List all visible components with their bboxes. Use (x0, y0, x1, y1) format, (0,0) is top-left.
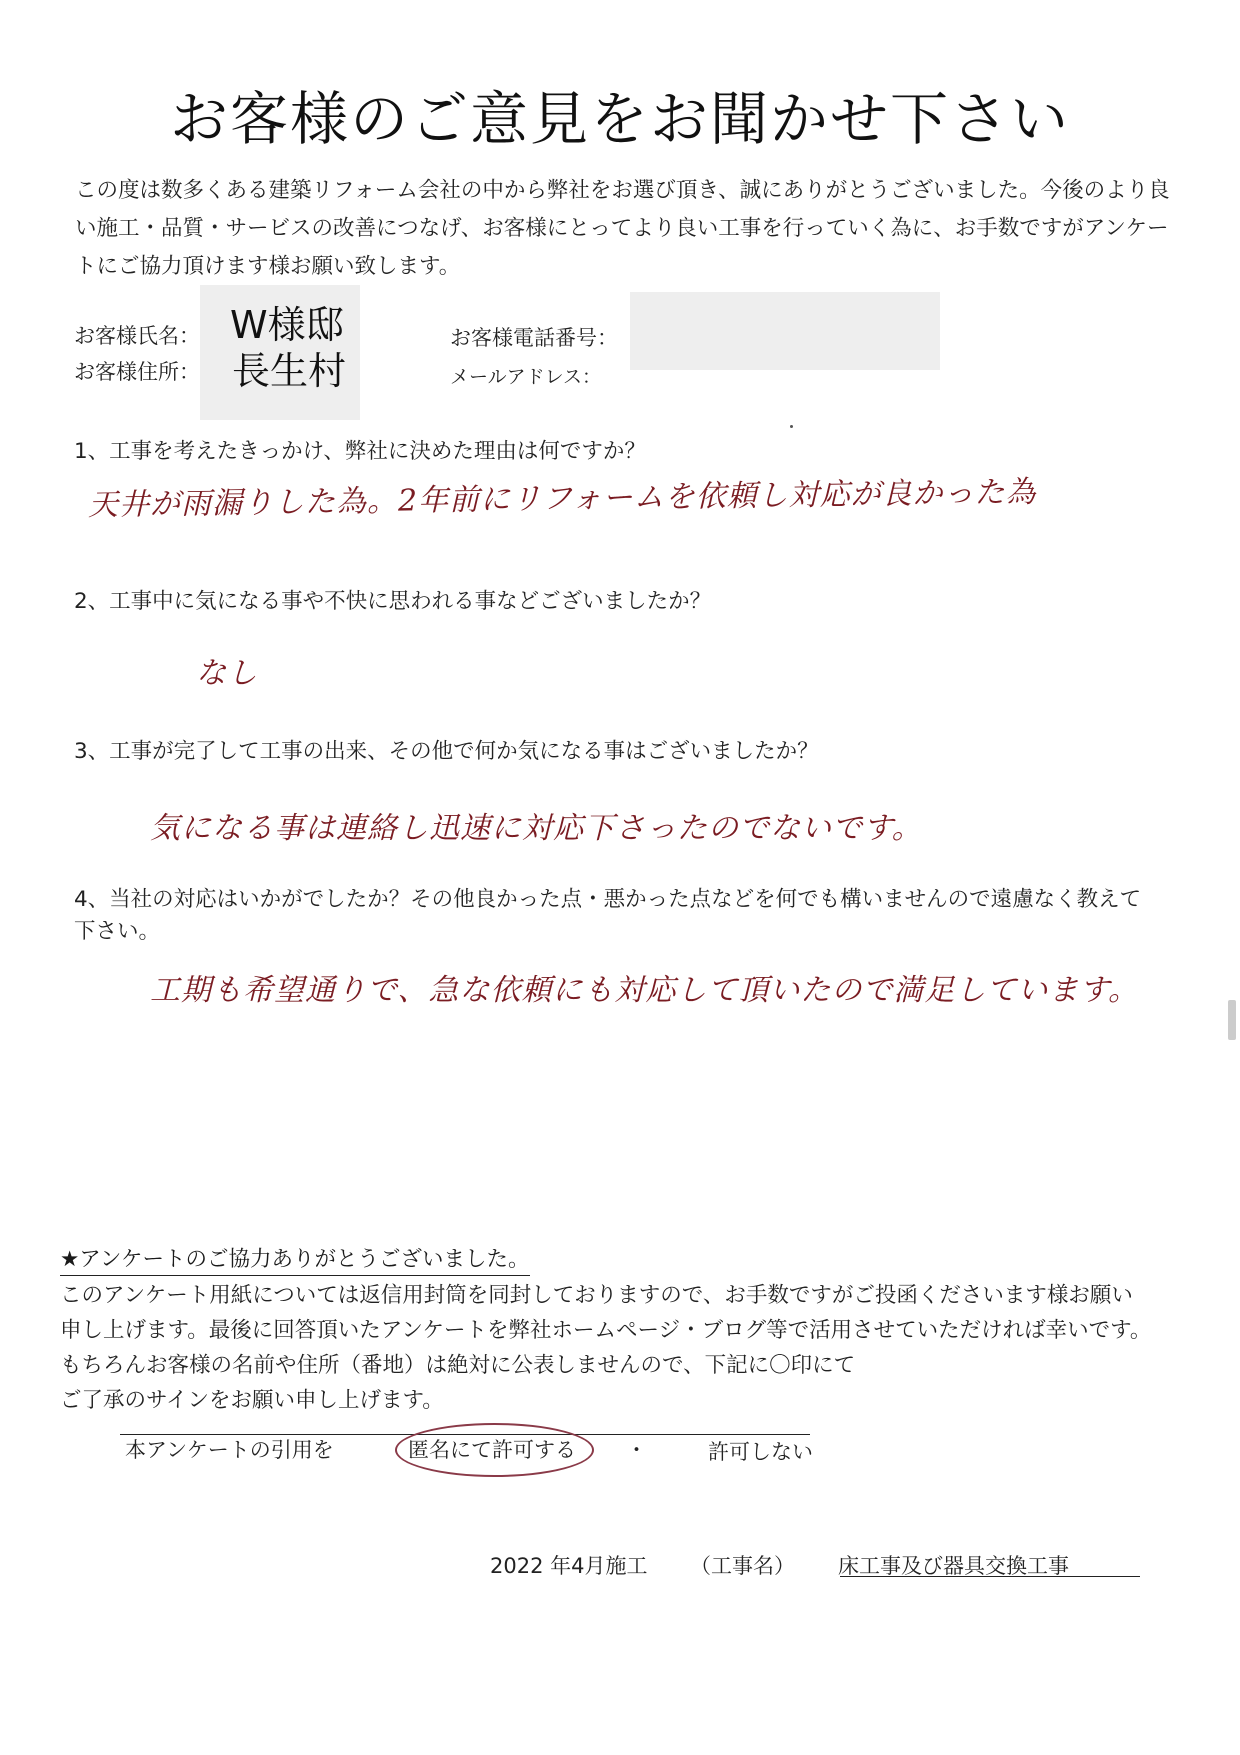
question-1: 1、工事を考えたきっかけ、弊社に決めた理由は何ですか？ (74, 439, 646, 464)
question-3: 3、工事が完了して工事の出来、その他で何か気になる事はございましたか？ (74, 739, 819, 764)
footer-work-label: （工事名） (690, 1554, 795, 1578)
footer-work-name: 床工事及び器具交換工事 (838, 1554, 1069, 1578)
customer-name-value: W様邸 (230, 303, 344, 347)
thanks-body (60, 1278, 1180, 1418)
consent-option-allow[interactable]: 匿名にて許可する (408, 1438, 576, 1462)
scan-speck (790, 425, 793, 428)
thanks-line-1: このアンケート用紙については返信用封筒を同封しておりますので、お手数ですがご投函くださいます様お願い (60, 1283, 1133, 1308)
footer-date: 2022 年4月施工 (490, 1554, 648, 1578)
customer-email-label: メールアドレス： (450, 366, 602, 388)
customer-address-label: お客様住所： (74, 360, 200, 384)
thanks-line-2: 申し上げます。最後に回答頂いたアンケートを弊社ホームページ・ブログ等で活用させていただければ幸いです。 (60, 1318, 1152, 1343)
thanks-heading: ★アンケートのご協力ありがとうございました。 (60, 1242, 530, 1276)
answer-3: 気になる事は連絡し迅速に対応下さったのでないです。 (150, 811, 923, 846)
survey-title: お客様のご意見をお聞かせ下さい (169, 85, 1070, 153)
customer-phone-label: お客様電話番号： (450, 326, 618, 350)
question-4-line-1: 4、当社の対応はいかがでしたか？その他良かった点・悪かった点などを何でも構いませんので遠慮なく教えて (74, 887, 1142, 912)
question-2: 2、工事中に気になる事や不快に思われる事などございましたか？ (74, 589, 712, 614)
answer-1: 天井が雨漏りした為。2年前にリフォームを依頼し対応が良かった為 (87, 474, 1037, 523)
thanks-line-4: ご了承のサインをお願い申し上げます。 (60, 1388, 444, 1413)
thanks-line-3: もちろんお客様の名前や住所（番地）は絶対に公表しませんので、下記に〇印にて (60, 1353, 856, 1378)
question-4-line-2: 下さい。 (74, 919, 161, 944)
phone-redaction (630, 292, 940, 370)
answer-2: なし (196, 656, 258, 691)
scan-edge-mark (1228, 1000, 1236, 1040)
customer-address-value: 長生村 (232, 349, 347, 393)
consent-separator: ・ (626, 1438, 647, 1462)
customer-name-label: お客様氏名： (74, 324, 200, 348)
consent-prefix: 本アンケートの引用を (125, 1438, 334, 1462)
consent-option-deny[interactable]: 許可しない (708, 1440, 813, 1464)
intro-paragraph: この度は数多くある建築リフォーム会社の中から弊社をお選び頂き、誠にありがとうございました。今後のより良い施工・品質・サービスの改善につなげ、お客様にとってより良い工事を行っていく為に、お手数ですがアンケートにご協力頂けます様お願い致します。 (75, 178, 1170, 279)
answer-4: 工期も希望通りで、急な依頼にも対応して頂いたので満足しています。 (150, 973, 1139, 1008)
